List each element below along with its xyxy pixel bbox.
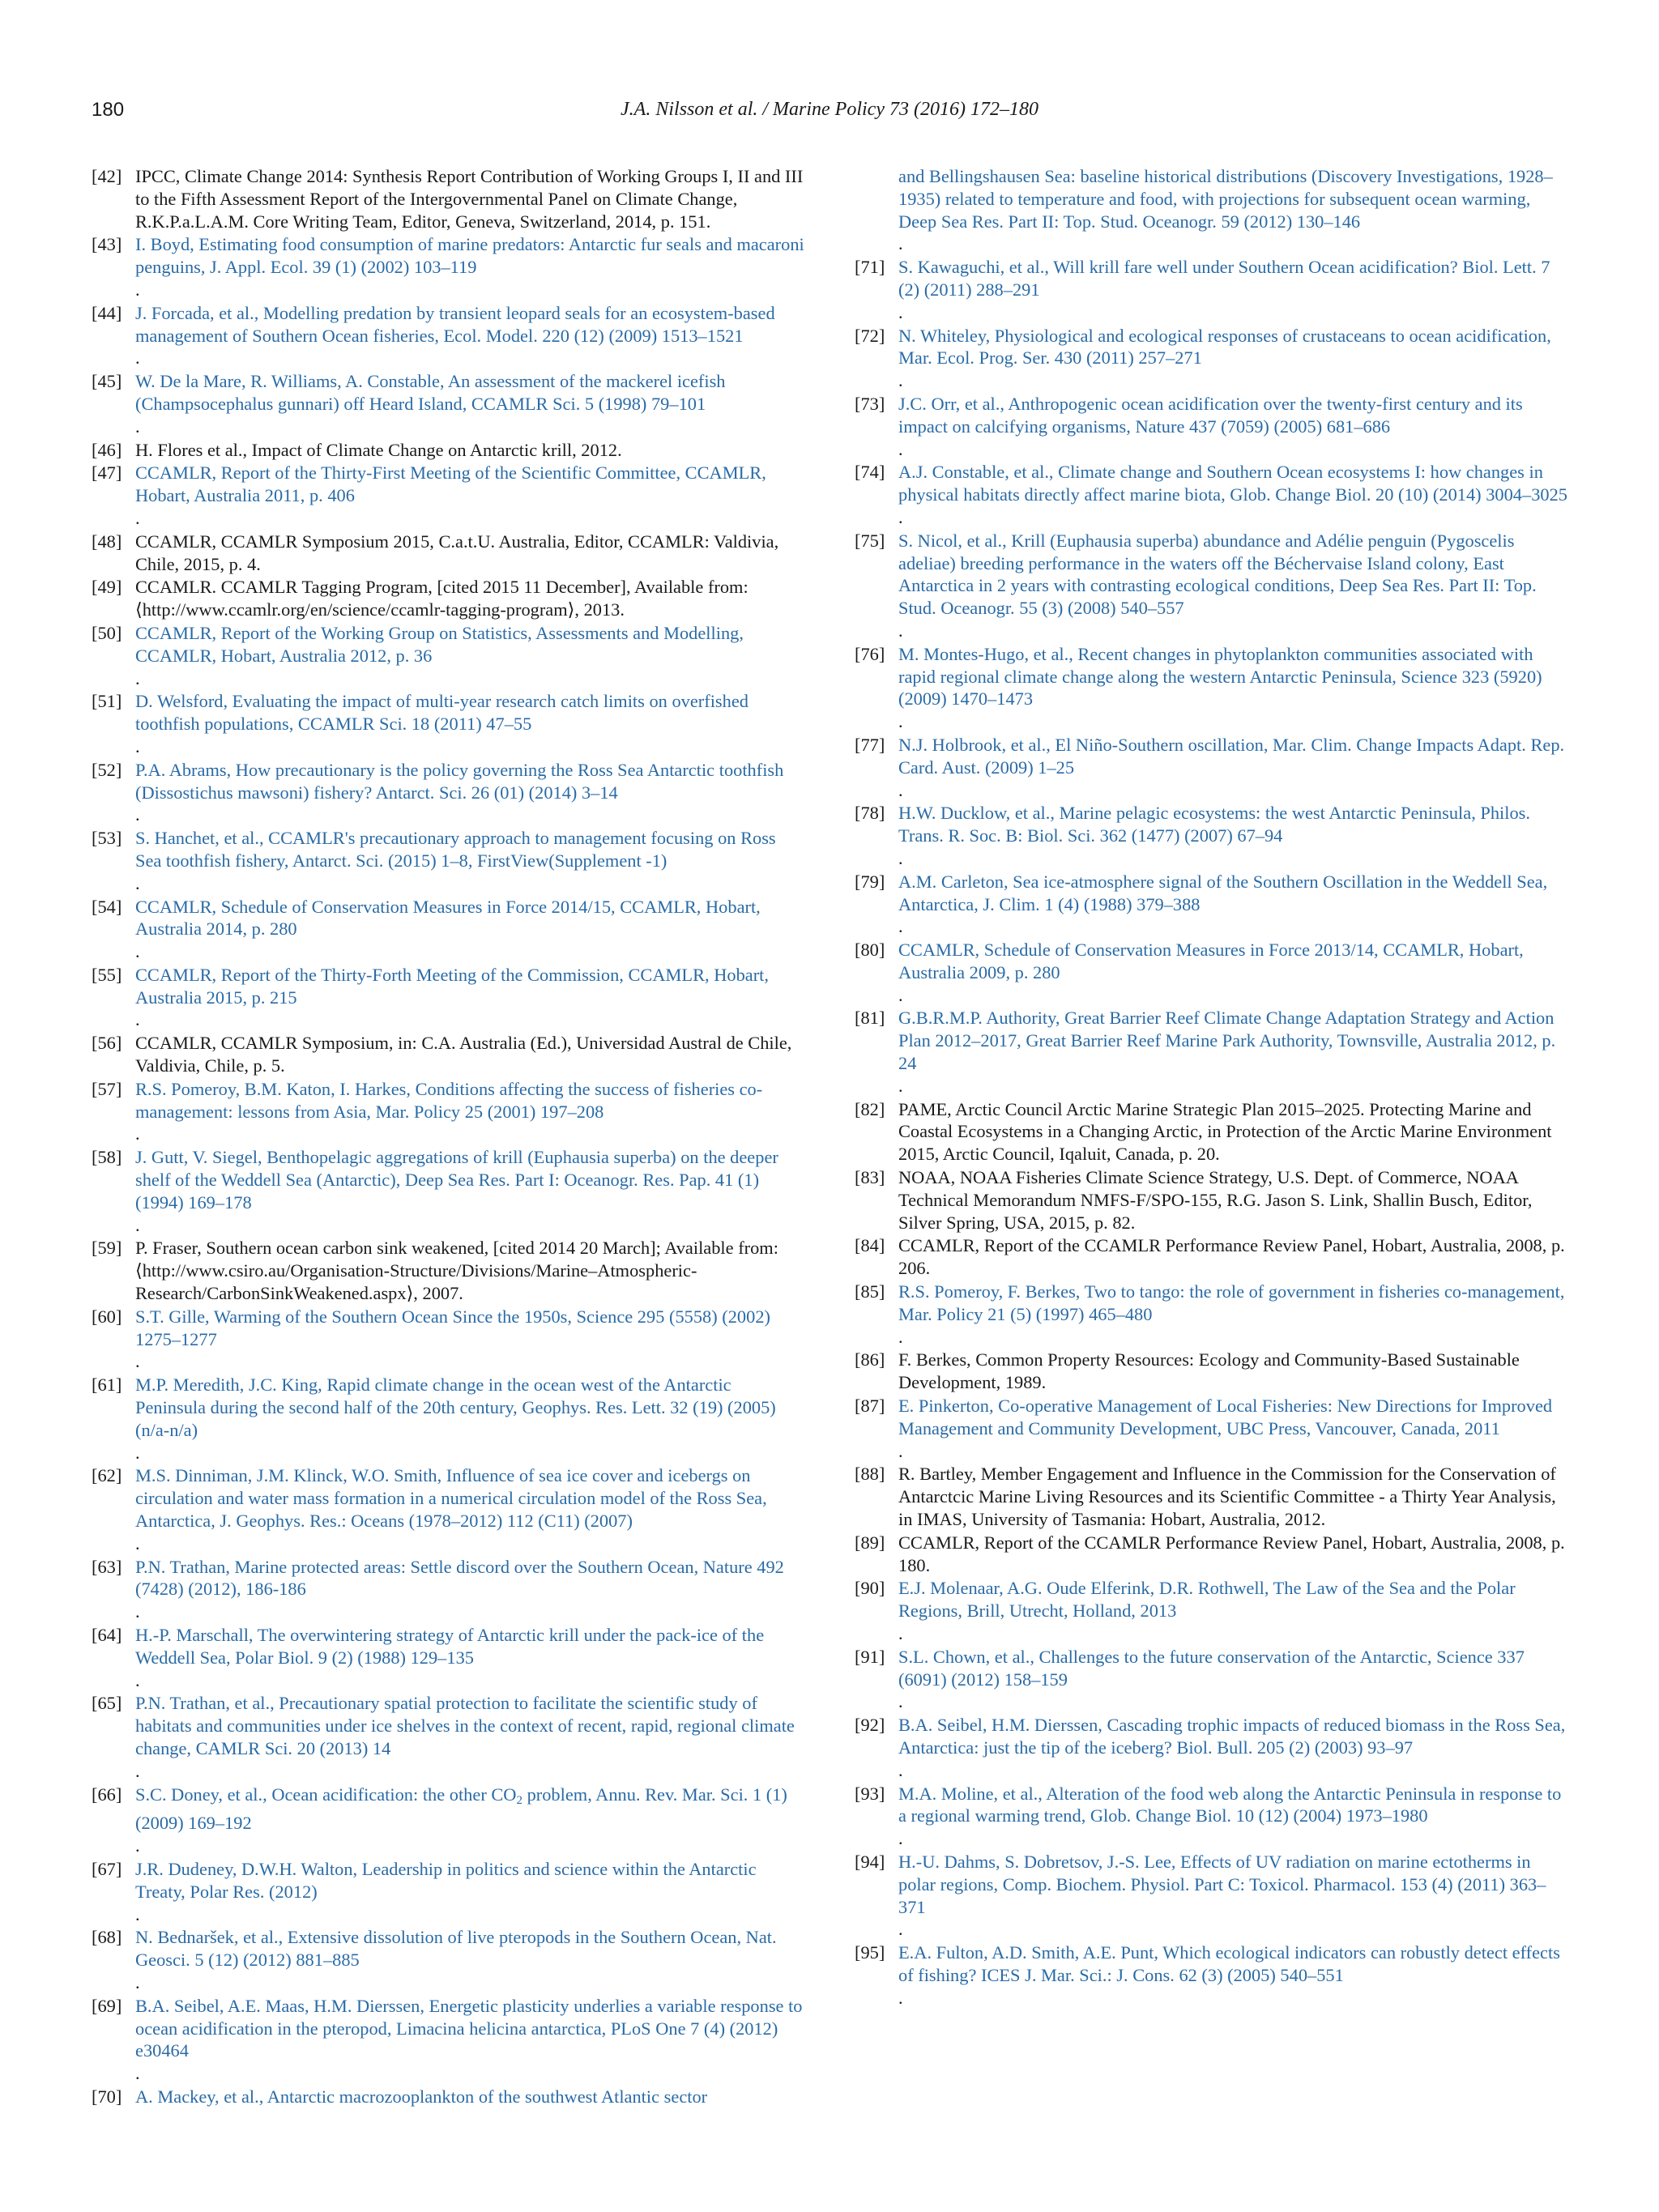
- reference-number: [60]: [92, 1306, 122, 1327]
- reference-item: [64] H.-P. Marschall, The overwintering strategy of Antarctic krill under the pack-ice of the Weddell Sea, Polar Biol. 9 (2) (1988) 129–135 .: [92, 1624, 804, 1691]
- reference-number: [54]: [92, 896, 122, 917]
- reference-item: [63] P.N. Trathan, Marine protected areas: Settle discord over the Southern Ocean, Nature 492 (7428) (2012), 186-186 .: [92, 1556, 804, 1623]
- reference-number: [64]: [92, 1625, 122, 1645]
- reference-text[interactable]: G.B.R.M.P. Authority, Great Barrier Reef Climate Change Adaptation Strategy and Action Plan 2012–2017, Great Barrier Reef Marine Park Authority, Townsville, Australia 2012, p. 24: [898, 1008, 1556, 1074]
- reference-item: [92, 1237, 804, 1304]
- reference-number: [73]: [855, 393, 885, 414]
- running-head: J.A. Nilsson et al. / Marine Policy 73 (2016) 172–180: [621, 99, 1038, 120]
- reference-number: [69]: [92, 1995, 122, 2016]
- reference-item: [81] G.B.R.M.P. Authority, Great Barrier Reef Climate Change Adaptation Strategy and Action Plan 2012–2017, Great Barrier Reef Marine Park Authority, Townsville, Australia 2012, p. 24 .: [855, 1007, 1567, 1097]
- reference-text-part: problem, Annu. Rev. Mar. Sci. 1 (1) (2009) 169–192: [135, 1784, 787, 1834]
- reference-number: [47]: [92, 462, 122, 484]
- reference-text[interactable]: W. De la Mare, R. Williams, A. Constable, An assessment of the mackerel icefish (Champsocephalus gunnari) off Heard Island, CCAMLR Sci. 5 (1998) 79–101: [135, 371, 726, 414]
- reference-text[interactable]: S. Hanchet, et al., CCAMLR's precautionary approach to management focusing on Ross Sea toothfish fishery, Antarct. Sci. (2015) 1–8, FirstView(Supplement -1): [135, 828, 776, 871]
- reference-text[interactable]: A.M. Carleton, Sea ice-atmosphere signal of the Southern Oscillation in the Weddell Sea, Antarctica, J. Clim. 1 (4) (1988) 379–388: [898, 871, 1548, 914]
- reference-item: [61] M.P. Meredith, J.C. King, Rapid climate change in the ocean west of the Antarctic Peninsula during the second half of the 20th century, Geophys. Res. Lett. 32 (19) (2005) (n/a-n/a) .: [92, 1374, 804, 1464]
- reference-text[interactable]: B.A. Seibel, H.M. Dierssen, Cascading trophic impacts of reduced biomass in the Ross Sea, Antarctica: just the tip of the iceberg? Biol. Bull. 205 (2) (2003) 93–97: [898, 1715, 1566, 1758]
- reference-text[interactable]: CCAMLR, Report of the Thirty-Forth Meeting of the Commission, CCAMLR, Hobart, Australia 2015, p. 215: [135, 964, 769, 1008]
- reference-item: [47] CCAMLR, Report of the Thirty-First Meeting of the Scientific Committee, CCAMLR, Hobart, Australia 2011, p. 406 .: [92, 462, 804, 529]
- reference-item: [92, 439, 804, 462]
- reference-text: R. Bartley, Member Engagement and Influence in the Commission for the Conservation of Antarctcic Marine Living Resources and its Scientific Committee - a Thirty Year Analysis, in IMAS, University of Tasmania: Hobart, Australia, 2012.: [898, 1464, 1556, 1530]
- reference-number: [75]: [855, 530, 885, 551]
- reference-number: [57]: [92, 1078, 122, 1099]
- reference-text[interactable]: A. Mackey, et al., Antarctic macrozooplankton of the southwest Atlantic sector: [135, 2086, 708, 2107]
- reference-item: [90] E.J. Molenaar, A.G. Oude Elferink, D.R. Rothwell, The Law of the Sea and the Polar Regions, Brill, Utrecht, Holland, 2013 .: [855, 1577, 1567, 1644]
- reference-item: [855, 1349, 1567, 1394]
- reference-item: [77] N.J. Holbrook, et al., El Niño-Southern oscillation, Mar. Clim. Change Impacts Adapt. Rep. Card. Aust. (2009) 1–25 .: [855, 734, 1567, 801]
- reference-item: [72] N. Whiteley, Physiological and ecological responses of crustaceans to ocean acidification, Mar. Ecol. Prog. Ser. 430 (2011) 257–271 .: [855, 325, 1567, 392]
- reference-number: [45]: [92, 371, 122, 392]
- reference-number: [86]: [855, 1349, 885, 1370]
- reference-number: [46]: [92, 439, 122, 460]
- reference-item: [74] A.J. Constable, et al., Climate change and Southern Ocean ecosystems I: how changes in physical habitats directly affect marine biota, Glob. Change Biol. 20 (10) (2014) 3004–3025 .: [855, 462, 1567, 527]
- reference-number: [81]: [855, 1008, 885, 1029]
- reference-text[interactable]: H.-U. Dahms, S. Dobretsov, J.-S. Lee, Effects of UV radiation on marine ectotherms in polar regions, Comp. Biochem. Physiol. Part C: Toxicol. Pharmacol. 153 (4) (2011) 363–371: [898, 1851, 1546, 1917]
- reference-text[interactable]: R.S. Pomeroy, B.M. Katon, I. Harkes, Conditions affecting the success of fisheries co-management: lessons from Asia, Mar. Policy 25 (2001) 197–208: [135, 1078, 763, 1122]
- reference-text[interactable]: S.L. Chown, et al., Challenges to the future conservation of the Antarctic, Science 337 (6091) (2012) 158–159: [898, 1646, 1525, 1690]
- reference-text[interactable]: R.S. Pomeroy, F. Berkes, Two to tango: the role of government in fisheries co-management, Mar. Policy 21 (5) (1997) 465–480: [898, 1281, 1565, 1324]
- reference-item: [855, 1532, 1567, 1577]
- reference-text[interactable]: J. Gutt, V. Siegel, Benthopelagic aggregations of krill (Euphausia superba) on the deeper shelf of the Weddell Sea (Antarctic), Deep Sea Res. Part I: Oceanogr. Res. Pap. 41 (1) (1994) 169–178: [135, 1147, 778, 1213]
- reference-text[interactable]: S.T. Gille, Warming of the Southern Ocean Since the 1950s, Science 295 (5558) (2002) 1275–1277: [135, 1306, 770, 1349]
- reference-number: [68]: [92, 1927, 122, 1948]
- reference-continuation-text[interactable]: and Bellingshausen Sea: baseline historical distributions (Discovery Investigations, 1928–1935) related to temperature and food, with projections for subsequent ocean warming, Deep Sea Res. Part II: Top. Stud. Oceanogr. 59 (2012) 130–146: [898, 166, 1553, 232]
- reference-number: [83]: [855, 1167, 885, 1188]
- reference-number: [63]: [92, 1556, 122, 1577]
- reference-text[interactable]: M.P. Meredith, J.C. King, Rapid climate change in the ocean west of the Antarctic Peninsula during the second half of the 20th century, Geophys. Res. Lett. 32 (19) (2005) (n/a-n/a): [135, 1375, 776, 1440]
- reference-number: [77]: [855, 734, 885, 755]
- reference-text: CCAMLR. CCAMLR Tagging Program, [cited 2015 11 December], Available from: ⟨http://www.ccamlr.org/en/science/ccamlr-tagging-program⟩, 2013.: [135, 577, 748, 620]
- reference-item: [95] E.A. Fulton, A.D. Smith, A.E. Punt, Which ecological indicators can robustly detect effects of fishing? ICES J. Mar. Sci.: J. Cons. 62 (3) (2005) 540–551 .: [855, 1941, 1567, 2009]
- reference-item: [92, 2086, 804, 2108]
- reference-number: [62]: [92, 1465, 122, 1486]
- reference-item: [71] S. Kawaguchi, et al., Will krill fare well under Southern Ocean acidification? Biol. Lett. 7 (2) (2011) 288–291 .: [855, 256, 1567, 323]
- reference-item: [65] P.N. Trathan, et al., Precautionary spatial protection to facilitate the scientific study of habitats and communities under ice shelves in the context of recent, rapid, regional climate change, CAMLR Sci. 20 (2013) 14 .: [92, 1692, 804, 1782]
- reference-text[interactable]: N. Whiteley, Physiological and ecological responses of crustaceans to ocean acidification, Mar. Ecol. Prog. Ser. 430 (2011) 257–271: [898, 325, 1551, 369]
- reference-item: [58] J. Gutt, V. Siegel, Benthopelagic aggregations of krill (Euphausia superba) on the deeper shelf of the Weddell Sea (Antarctic), Deep Sea Res. Part I: Oceanogr. Res. Pap. 41 (1) (1994) 169–178 .: [92, 1146, 804, 1236]
- reference-item: [92] B.A. Seibel, H.M. Dierssen, Cascading trophic impacts of reduced biomass in the Ross Sea, Antarctica: just the tip of the iceberg? Biol. Bull. 205 (2) (2003) 93–97 .: [855, 1714, 1567, 1781]
- reference-text: CCAMLR, Report of the CCAMLR Performance Review Panel, Hobart, Australia, 2008, p. 206.: [898, 1235, 1565, 1279]
- reference-number: [94]: [855, 1851, 885, 1872]
- reference-item: [50] CCAMLR, Report of the Working Group on Statistics, Assessments and Modelling, CCAMLR, Hobart, Australia 2012, p. 36 .: [92, 622, 804, 689]
- reference-item: [73] J.C. Orr, et al., Anthropogenic ocean acidification over the twenty-first century and its impact on calcifying organisms, Nature 437 (7059) (2005) 681–686 .: [855, 393, 1567, 460]
- reference-item: [855, 1166, 1567, 1234]
- reference-number: [71]: [855, 257, 885, 278]
- reference-subscript: 2: [516, 1793, 522, 1807]
- reference-number: [70]: [92, 2086, 122, 2107]
- reference-number: [95]: [855, 1942, 885, 1963]
- reference-number: [89]: [855, 1532, 885, 1553]
- reference-item: [80] CCAMLR, Schedule of Conservation Measures in Force 2013/14, CCAMLR, Hobart, Australia 2009, p. 280 .: [855, 939, 1567, 1006]
- reference-item: [92, 531, 804, 576]
- reference-item: [79] A.M. Carleton, Sea ice-atmosphere signal of the Southern Oscillation in the Weddell Sea, Antarctica, J. Clim. 1 (4) (1988) 379–388 .: [855, 871, 1567, 938]
- reference-text[interactable]: S. Nicol, et al., Krill (Euphausia superba) abundance and Adélie penguin (Pygoscelis adeliae) breeding performance in the waters off the Béchervaise Island colony, East Antarctica in 2 years with contrasting ecological conditions, Deep Sea Res. Part II: Top. Stud. Oceanogr. 55 (3) (2008) 540–557: [898, 530, 1537, 619]
- reference-text: CCAMLR, Report of the CCAMLR Performance Review Panel, Hobart, Australia, 2008, p. 180.: [898, 1532, 1565, 1575]
- reference-text: CCAMLR, CCAMLR Symposium 2015, C.a.t.U. Australia, Editor, CCAMLR: Valdivia, Chile, 2015, p. 4.: [135, 531, 779, 574]
- reference-item: [68] N. Bednaršek, et al., Extensive dissolution of live pteropods in the Southern Ocean, Nat. Geosci. 5 (12) (2012) 881–885 .: [92, 1926, 804, 1993]
- reference-text[interactable]: J.C. Orr, et al., Anthropogenic ocean acidification over the twenty-first century and its impact on calcifying organisms, Nature 437 (7059) (2005) 681–686: [898, 393, 1523, 437]
- reference-text: NOAA, NOAA Fisheries Climate Science Strategy, U.S. Dept. of Commerce, NOAA Technical Memorandum NMFS-F/SPO-155, R.G. Jason S. Link, Shallin Busch, Editor, Silver Spring, USA, 2015, p. 82.: [898, 1167, 1533, 1233]
- reference-item: [75] S. Nicol, et al., Krill (Euphausia superba) abundance and Adélie penguin (Pygoscelis adeliae) breeding performance in the waters off the Béchervaise Island colony, East Antarctica in 2 years with contrasting ecological conditions, Deep Sea Res. Part II: Top. Stud. Oceanogr. 55 (3) (2008) 540–557 .: [855, 530, 1567, 642]
- reference-item: [85] R.S. Pomeroy, F. Berkes, Two to tango: the role of government in fisheries co-management, Mar. Policy 21 (5) (1997) 465–480 .: [855, 1281, 1567, 1348]
- reference-text[interactable]: [135, 1784, 804, 1835]
- reference-number: [52]: [92, 759, 122, 780]
- reference-item: [78] H.W. Ducklow, et al., Marine pelagic ecosystems: the west Antarctic Peninsula, Philos. Trans. R. Soc. B: Biol. Sci. 362 (1477) (2007) 67–94 .: [855, 802, 1567, 869]
- reference-text: F. Berkes, Common Property Resources: Ecology and Community-Based Sustainable Development, 1989.: [898, 1349, 1520, 1393]
- reference-number: [61]: [92, 1375, 122, 1396]
- reference-text[interactable]: N.J. Holbrook, et al., El Niño-Southern oscillation, Mar. Clim. Change Impacts Adapt. Rep. Card. Aust. (2009) 1–25: [898, 734, 1565, 778]
- reference-number: [85]: [855, 1281, 885, 1302]
- reference-number: [50]: [92, 622, 122, 643]
- reference-item: [93] M.A. Moline, et al., Alteration of the food web along the Antarctic Peninsula in response to a regional warming trend, Glob. Change Biol. 10 (12) (2004) 1973–1980 .: [855, 1783, 1567, 1850]
- reference-item: [44] J. Forcada, et al., Modelling predation by transient leopard seals for an ecosystem-based management of Southern Ocean fisheries, Ecol. Model. 220 (12) (2009) 1513–1521 .: [92, 302, 804, 369]
- reference-item: [43] I. Boyd, Estimating food consumption of marine predators: Antarctic fur seals and macaroni penguins, J. Appl. Ecol. 39 (1) (2002) 103–119 .: [92, 234, 804, 300]
- reference-text-part: S.C. Doney, et al., Ocean acidification: the other CO: [135, 1784, 517, 1805]
- reference-item: [67] J.R. Dudeney, D.W.H. Walton, Leadership in politics and science within the Antarctic Treaty, Polar Res. (2012) .: [92, 1858, 804, 1925]
- reference-number: [90]: [855, 1578, 885, 1599]
- reference-item: [51] D. Welsford, Evaluating the impact of multi-year research catch limits on overfished toothfish populations, CCAMLR Sci. 18 (2011) 47–55 .: [92, 690, 804, 757]
- reference-text[interactable]: CCAMLR, Report of the Thirty-First Meeting of the Scientific Committee, CCAMLR, Hobart, Australia 2011, p. 406: [135, 462, 766, 506]
- reference-item: [62] M.S. Dinniman, J.M. Klinck, W.O. Smith, Influence of sea ice cover and icebergs on circulation and water mass formation in a numerical circulation model of the Ross Sea, Antarctica, J. Geophys. Res.: Oceans (1978–2012) 112 (C11) (2007) .: [92, 1464, 804, 1554]
- reference-number: [56]: [92, 1033, 122, 1054]
- reference-number: [76]: [855, 643, 885, 664]
- reference-number: [84]: [855, 1235, 885, 1256]
- reference-text[interactable]: J. Forcada, et al., Modelling predation by transient leopard seals for an ecosystem-based management of Southern Ocean fisheries, Ecol. Model. 220 (12) (2009) 1513–1521: [135, 302, 775, 346]
- reference-text[interactable]: H.W. Ducklow, et al., Marine pelagic ecosystems: the west Antarctic Peninsula, Philos. Trans. R. Soc. B: Biol. Sci. 362 (1477) (2007) 67–94: [898, 803, 1530, 846]
- reference-text[interactable]: E. Pinkerton, Co-operative Management of Local Fisheries: New Directions for Improved Management and Community Development, UBC Press, Vancouver, Canada, 2011: [898, 1396, 1553, 1438]
- reference-item: [855, 1463, 1567, 1530]
- reference-text[interactable]: P.N. Trathan, et al., Precautionary spatial protection to facilitate the scientific study of habitats and communities under ice shelves in the context of recent, rapid, regional climate change, CAMLR Sci. 20 (2013) 14: [135, 1693, 795, 1758]
- reference-item: [45] W. De la Mare, R. Williams, A. Constable, An assessment of the mackerel icefish (Champsocephalus gunnari) off Heard Island, CCAMLR Sci. 5 (1998) 79–101 .: [92, 370, 804, 437]
- reference-number: [92]: [855, 1715, 885, 1736]
- reference-number: [67]: [92, 1858, 122, 1879]
- reference-text[interactable]: A.J. Constable, et al., Climate change and Southern Ocean ecosystems I: how changes in physical habitats directly affect marine biota, Glob. Change Biol. 20 (10) (2014) 3004–3025: [898, 462, 1567, 505]
- reference-number: [87]: [855, 1396, 885, 1417]
- reference-item: [66] S.C. Doney, et al., Ocean acidification: the other $CO_2$ problem, Annu. Rev. Mar. Sci. 1 (1) (2009) 169–192 .: [92, 1784, 804, 1857]
- reference-item: [855, 1234, 1567, 1280]
- reference-item: [91] S.L. Chown, et al., Challenges to the future conservation of the Antarctic, Science 337 (6091) (2012) 158–159 .: [855, 1646, 1567, 1713]
- reference-text[interactable]: N. Bednaršek, et al., Extensive dissolution of live pteropods in the Southern Ocean, Nat. Geosci. 5 (12) (2012) 881–885: [135, 1927, 777, 1971]
- reference-number: [51]: [92, 691, 122, 712]
- reference-item: [94] H.-U. Dahms, S. Dobretsov, J.-S. Lee, Effects of UV radiation on marine ectotherms in polar regions, Comp. Biochem. Physiol. Part C: Toxicol. Pharmacol. 153 (4) (2011) 363–371 .: [855, 1851, 1567, 1941]
- reference-item: [69] B.A. Seibel, A.E. Maas, H.M. Dierssen, Energetic plasticity underlies a variable response to ocean acidification in the pteropod, Limacina helicina antarctica, PLoS One 7 (4) (2012) e30464 .: [92, 1995, 804, 2085]
- reference-text[interactable]: P.N. Trathan, Marine protected areas: Settle discord over the Southern Ocean, Nature 492 (7428) (2012), 186-186: [135, 1556, 784, 1600]
- reference-number: [59]: [92, 1238, 122, 1259]
- reference-number: [42]: [92, 166, 122, 186]
- reference-text: H. Flores et al., Impact of Climate Change on Antarctic krill, 2012.: [135, 439, 622, 460]
- reference-number: [65]: [92, 1693, 122, 1714]
- references-right-column: [855, 165, 1567, 2010]
- reference-item: [92, 1032, 804, 1077]
- reference-number: [80]: [855, 940, 885, 961]
- reference-continuation: and Bellingshausen Sea: baseline historical distributions (Discovery Investigations, 1928–1935) related to temperature and food, with projections for subsequent ocean warming, Deep Sea Res. Part II: Top. Stud. Oceanogr. 59 (2012) 130–146 .: [855, 165, 1567, 255]
- reference-item: [57] R.S. Pomeroy, B.M. Katon, I. Harkes, Conditions affecting the success of fisheries co-management: lessons from Asia, Mar. Policy 25 (2001) 197–208 .: [92, 1078, 804, 1145]
- reference-number: [74]: [855, 462, 885, 483]
- reference-text[interactable]: M.A. Moline, et al., Alteration of the food web along the Antarctic Peninsula in response to a regional warming trend, Glob. Change Biol. 10 (12) (2004) 1973–1980: [898, 1783, 1562, 1826]
- page-number: 180: [92, 99, 125, 121]
- reference-text[interactable]: S. Kawaguchi, et al., Will krill fare well under Southern Ocean acidification? Biol. Lett. 7 (2) (2011) 288–291: [898, 257, 1550, 300]
- reference-item: [60] S.T. Gille, Warming of the Southern Ocean Since the 1950s, Science 295 (5558) (2002) 1275–1277 .: [92, 1306, 804, 1373]
- reference-number: [48]: [92, 531, 122, 552]
- reference-item: [76] M. Montes-Hugo, et al., Recent changes in phytoplankton communities associated with rapid regional climate change along the western Antarctic Peninsula, Science 323 (5920) (2009) 1470–1473 .: [855, 643, 1567, 733]
- reference-number: [43]: [92, 234, 122, 255]
- reference-item: [87] E. Pinkerton, Co-operative Management of Local Fisheries: New Directions for Improved Management and Community Development, UBC Press, Vancouver, Canada, 2011 .: [855, 1395, 1567, 1462]
- reference-item: [52] P.A. Abrams, How precautionary is the policy governing the Ross Sea Antarctic toothfish (Dissostichus mawsoni) fishery? Antarct. Sci. 26 (01) (2014) 3–14 .: [92, 759, 804, 826]
- reference-number: [82]: [855, 1098, 885, 1119]
- reference-number: [49]: [92, 577, 122, 598]
- reference-text[interactable]: I. Boyd, Estimating food consumption of marine predators: Antarctic fur seals and macaroni penguins, J. Appl. Ecol. 39 (1) (2002) 103–119: [135, 234, 804, 278]
- references-left-column: [92, 165, 804, 2109]
- reference-text: IPCC, Climate Change 2014: Synthesis Report Contribution of Working Groups I, II and III to the Fifth Assessment Report of the Intergovernmental Panel on Climate Change, R.K.P.a.L.A.M. Core Writing Team, Editor, Geneva, Switzerland, 2014, p. 151.: [135, 166, 804, 232]
- reference-number: [55]: [92, 964, 122, 985]
- reference-number: [79]: [855, 871, 885, 892]
- page-header: [92, 99, 1567, 131]
- reference-item: [92, 576, 804, 621]
- reference-number: [93]: [855, 1783, 885, 1804]
- reference-item: [54] CCAMLR, Schedule of Conservation Measures in Force 2014/15, CCAMLR, Hobart, Australia 2014, p. 280 .: [92, 896, 804, 963]
- reference-number: [58]: [92, 1147, 122, 1168]
- reference-number: [72]: [855, 325, 885, 346]
- reference-text[interactable]: M.S. Dinniman, J.M. Klinck, W.O. Smith, Influence of sea ice cover and icebergs on circulation and water mass formation in a numerical circulation model of the Ross Sea, Antarctica, J. Geophys. Res.: Oceans (1978–2012) 112 (C11) (2007): [135, 1465, 767, 1532]
- reference-number: [53]: [92, 828, 122, 849]
- reference-item: [53] S. Hanchet, et al., CCAMLR's precautionary approach to management focusing on Ross Sea toothfish fishery, Antarct. Sci. (2015) 1–8, FirstView(Supplement -1) .: [92, 827, 804, 894]
- reference-text[interactable]: CCAMLR, Schedule of Conservation Measures in Force 2013/14, CCAMLR, Hobart, Australia 2009, p. 280: [898, 940, 1524, 982]
- reference-item: [855, 1098, 1567, 1166]
- reference-number: [44]: [92, 302, 122, 323]
- reference-number: [78]: [855, 803, 885, 824]
- reference-number: [66]: [92, 1784, 122, 1805]
- reference-text[interactable]: D. Welsford, Evaluating the impact of multi-year research catch limits on overfished toothfish populations, CCAMLR Sci. 18 (2011) 47–55: [135, 691, 748, 735]
- reference-text[interactable]: M. Montes-Hugo, et al., Recent changes in phytoplankton communities associated with rapid regional climate change along the western Antarctic Peninsula, Science 323 (5920) (2009) 1470–1473: [898, 643, 1542, 710]
- reference-text[interactable]: CCAMLR, Report of the Working Group on Statistics, Assessments and Modelling, CCAMLR, Hobart, Australia 2012, p. 36: [135, 622, 744, 666]
- reference-text[interactable]: B.A. Seibel, A.E. Maas, H.M. Dierssen, Energetic plasticity underlies a variable response to ocean acidification in the pteropod, Limacina helicina antarctica, PLoS One 7 (4) (2012) e30464: [135, 1995, 803, 2061]
- reference-number: [91]: [855, 1646, 885, 1667]
- reference-text: P. Fraser, Southern ocean carbon sink weakened, [cited 2014 20 March]; Available from: ⟨http://www.csiro.au/Organisation-Structure/Divisions/Marine–Atmospheric-Research/CarbonSinkWeakened.aspx⟩, 2007.: [135, 1238, 778, 1304]
- reference-number: [88]: [855, 1464, 885, 1485]
- reference-text[interactable]: E.J. Molenaar, A.G. Oude Elferink, D.R. Rothwell, The Law of the Sea and the Polar Regions, Brill, Utrecht, Holland, 2013: [898, 1578, 1516, 1622]
- reference-item: [92, 165, 804, 232]
- reference-text[interactable]: P.A. Abrams, How precautionary is the policy governing the Ross Sea Antarctic toothfish (Dissostichus mawsoni) fishery? Antarct. Sci. 26 (01) (2014) 3–14: [135, 759, 784, 803]
- reference-text[interactable]: E.A. Fulton, A.D. Smith, A.E. Punt, Which ecological indicators can robustly detect effects of fishing? ICES J. Mar. Sci.: J. Cons. 62 (3) (2005) 540–551: [898, 1942, 1560, 1985]
- reference-text[interactable]: J.R. Dudeney, D.W.H. Walton, Leadership in politics and science within the Antarctic Treaty, Polar Res. (2012): [135, 1858, 757, 1902]
- reference-text: PAME, Arctic Council Arctic Marine Strategic Plan 2015–2025. Protecting Marine and Coastal Ecosystems in a Changing Arctic, in Protection of the Arctic Marine Environment 2015, Arctic Council, Iqaluit, Canada, p. 20.: [898, 1098, 1552, 1165]
- reference-text[interactable]: H.-P. Marschall, The overwintering strategy of Antarctic krill under the pack-ice of the Weddell Sea, Polar Biol. 9 (2) (1988) 129–135: [135, 1625, 765, 1668]
- reference-text: CCAMLR, CCAMLR Symposium, in: C.A. Australia (Ed.), Universidad Austral de Chile, Valdivia, Chile, p. 5.: [135, 1033, 792, 1076]
- reference-text[interactable]: CCAMLR, Schedule of Conservation Measures in Force 2014/15, CCAMLR, Hobart, Australia 2014, p. 280: [135, 896, 761, 940]
- reference-item: [55] CCAMLR, Report of the Thirty-Forth Meeting of the Commission, CCAMLR, Hobart, Australia 2015, p. 215 .: [92, 964, 804, 1031]
